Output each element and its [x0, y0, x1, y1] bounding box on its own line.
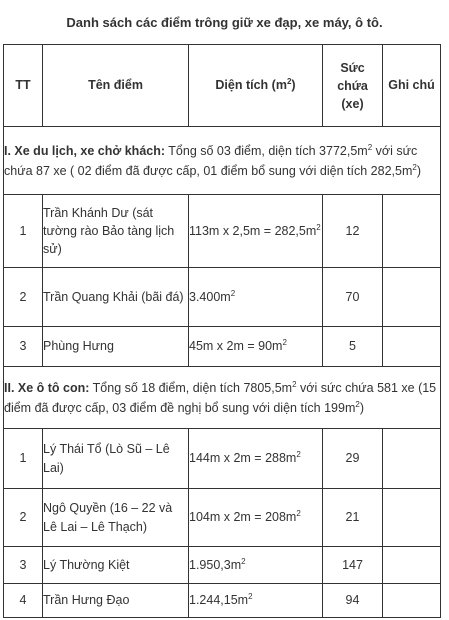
header-tt: TT [4, 45, 43, 127]
row-capacity: 70 [323, 268, 383, 327]
header-row [4, 45, 441, 127]
table-row [4, 489, 441, 547]
table-row [4, 547, 441, 584]
header-area: Diện tích $(m^2)$ [189, 45, 323, 127]
row-tt: 3 [4, 547, 43, 584]
row-name: Lý Thái Tổ (Lò Sũ – Lê Lai) [43, 429, 189, 489]
row-name: Phùng Hưng [43, 327, 189, 367]
header-note: Ghi chú [383, 45, 441, 127]
table-row [4, 268, 441, 327]
row-area: 104m x $2m = 208m^2$ [189, 489, 323, 547]
row-note [383, 327, 441, 367]
row-area: $1.950,3m^2$ [189, 547, 323, 584]
row-note [383, 429, 441, 489]
row-name: Lý Thường Kiệt [43, 547, 189, 584]
row-tt: 3 [4, 327, 43, 367]
row-capacity: 12 [323, 195, 383, 268]
page-title: Danh sách các điểm trông giữ xe đạp, xe máy, ô tô. [66, 15, 383, 30]
row-note [383, 489, 441, 547]
section-heading-2: II. Xe ô tô con: Tổng số 18 điểm, diện tích $7805,5m^2$ với sức chứa 581 xe (15 điểm đã được cấp, 03 điểm đề nghị bổ sung với diện tích $199m^2$) [4, 367, 441, 429]
table-row [4, 429, 441, 489]
section-row-1 [4, 127, 441, 195]
row-tt: 2 [4, 489, 43, 547]
row-name: Trần Quang Khải (bãi đá) [43, 268, 189, 327]
row-tt: 1 [4, 429, 43, 489]
row-area: 113m x $2,5m = 282,5m^2$ [189, 195, 323, 268]
row-note [383, 547, 441, 584]
row-tt: 2 [4, 268, 43, 327]
row-area: 45m x $2m = 90m^2$ [189, 327, 323, 367]
parking-table [3, 44, 441, 618]
row-capacity: 5 [323, 327, 383, 367]
row-area: $1.244,15m^2$ [189, 584, 323, 618]
section-heading-1: I. Xe du lịch, xe chở khách: Tổng số 03 điểm, diện tích $3772,5m^2$ với sức chứa 87 xe ( 02 điểm đã được cấp, 01 điểm bổ sung với diện tích $282,5m^2$) [4, 127, 441, 195]
table-row [4, 195, 441, 268]
row-tt: 4 [4, 584, 43, 618]
row-tt: 1 [4, 195, 43, 268]
row-capacity: 29 [323, 429, 383, 489]
row-area: $3.400m^2$ [189, 268, 323, 327]
row-note [383, 268, 441, 327]
row-note [383, 584, 441, 618]
row-capacity: 94 [323, 584, 383, 618]
header-name: Tên điểm [43, 45, 189, 127]
row-area: 144m x $2m = 288m^2$ [189, 429, 323, 489]
section-row-2 [4, 367, 441, 429]
header-capacity: Sức chứa (xe) [323, 45, 383, 127]
table-row [4, 327, 441, 367]
row-name: Ngô Quyền (16 – 22 và Lê Lai – Lê Thạch) [43, 489, 189, 547]
row-name: Trần Khánh Dư (sát tường rào Bảo tàng lịch sử) [43, 195, 189, 268]
row-name: Trần Hưng Đạo [43, 584, 189, 618]
table-row [4, 584, 441, 618]
row-capacity: 147 [323, 547, 383, 584]
row-note [383, 195, 441, 268]
row-capacity: 21 [323, 489, 383, 547]
